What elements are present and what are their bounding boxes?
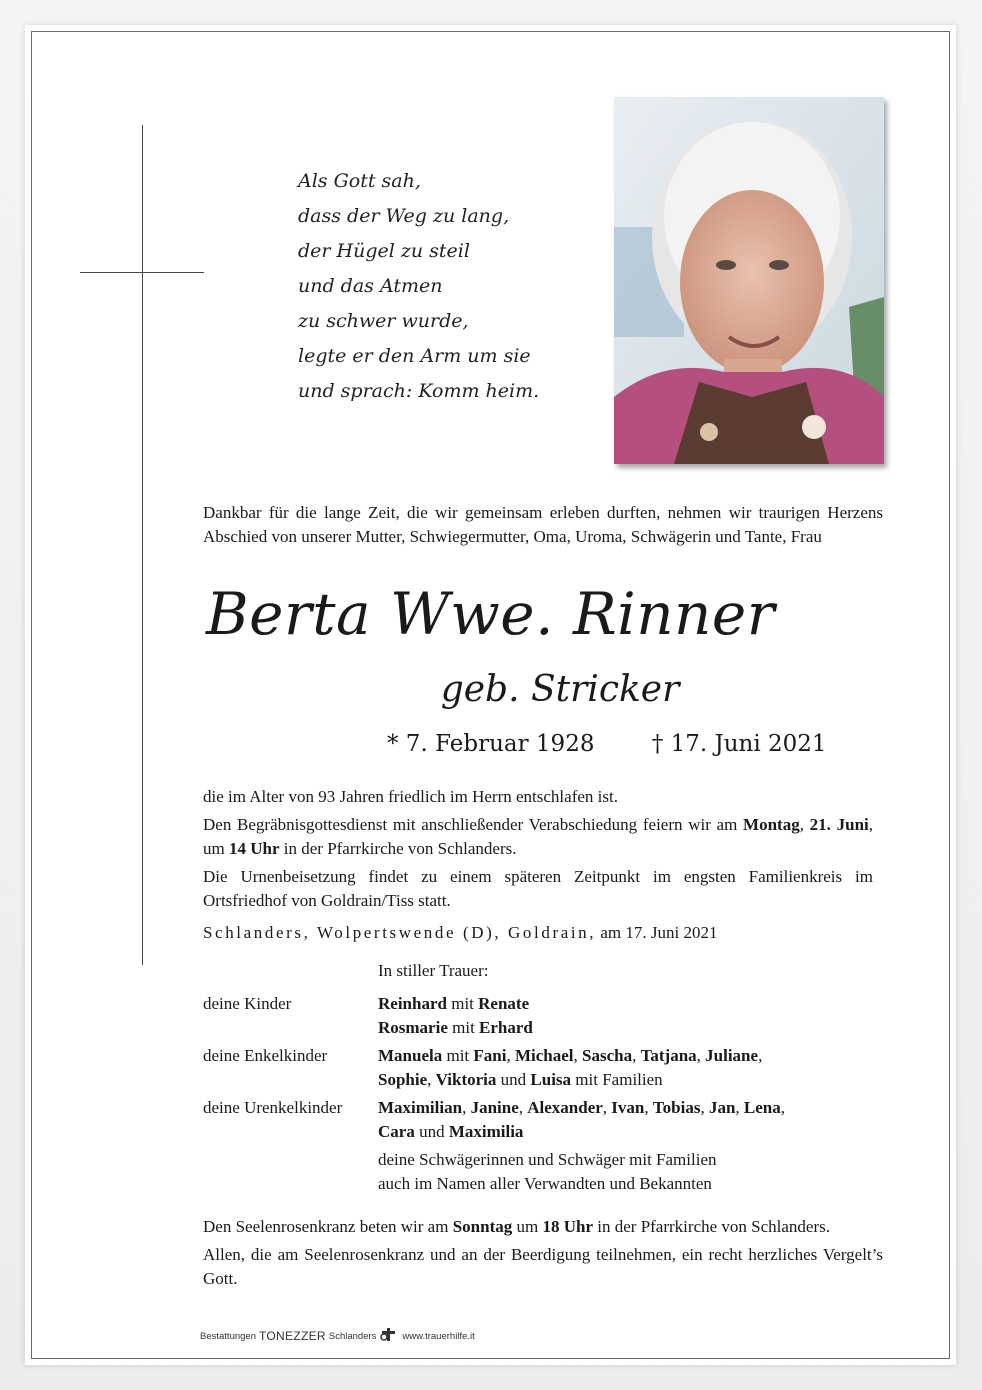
urn-paragraph: Die Urnenbeisetzung findet zu einem späteren Zeitpunkt im engsten Familienkreis im Ortsfriedhof von Goldrain/Tiss statt. bbox=[203, 867, 873, 910]
mourners-row-great-grandchildren: deine Urenkelkinder Maximilian, Janine, Alexander, Ivan, Tobias, Jan, Lena, Cara und Maximilia bbox=[203, 1096, 883, 1144]
poem-line: der Hügel zu steil bbox=[298, 240, 470, 262]
mourning-title: In stiller Trauer: bbox=[378, 961, 489, 980]
deceased-name: Berta Wwe. Rinner bbox=[206, 580, 775, 648]
rosary-paragraph: Den Seelenrosenkranz beten wir am Sonntag um 18 Uhr in der Pfarrkirche von Schlanders. bbox=[203, 1217, 830, 1236]
mourners-list bbox=[203, 992, 883, 1196]
mourners-label: deine Kinder bbox=[203, 994, 292, 1013]
announcement-body bbox=[203, 785, 873, 917]
portrait-illustration bbox=[614, 97, 884, 464]
maiden-name: geb. Stricker bbox=[440, 669, 680, 710]
memorial-poem bbox=[298, 164, 539, 409]
cross-icon-horizontal bbox=[80, 272, 204, 273]
funeral-paragraph: Den Begräbnisgottesdienst mit anschließender Verabschiedung feiern wir am Montag, 21. Juni, um 14 Uhr in der Pfarrkirche von Schlanders. bbox=[203, 815, 874, 858]
poem-line: legte er den Arm um sie bbox=[298, 345, 531, 367]
poem-line: und sprach: Komm heim. bbox=[298, 380, 540, 402]
obituary-card bbox=[25, 25, 956, 1365]
cross-hands-icon bbox=[380, 1328, 398, 1344]
funeral-home-footer bbox=[200, 1328, 475, 1344]
mourners-extra: deine Schwägerinnen und Schwäger mit Familien auch im Namen aller Verwandten und Bekannten bbox=[378, 1150, 717, 1193]
birth-date: * 7. Februar 1928 bbox=[387, 731, 595, 757]
poem-line: Als Gott sah, bbox=[298, 170, 421, 192]
footer-url[interactable]: www.trauerhilfe.it bbox=[402, 1330, 475, 1342]
age-paragraph: die im Alter von 93 Jahren friedlich im Herrn entschlafen ist. bbox=[203, 787, 618, 806]
mourners-label: deine Urenkelkinder bbox=[203, 1098, 343, 1117]
closing-text bbox=[203, 1215, 883, 1295]
thanks-paragraph: Allen, die am Seelenrosenkranz und an der Beerdigung teilnehmen, ein recht herzliches Vergelt’s Gott. bbox=[203, 1245, 883, 1288]
poem-line: dass der Weg zu lang, bbox=[298, 205, 510, 227]
life-dates bbox=[387, 731, 827, 757]
footer-prefix: Bestattungen bbox=[200, 1330, 256, 1342]
place-date: Schlanders, Wolpertswende (D), Goldrain, am 17. Juni 2021 bbox=[203, 923, 718, 942]
mourners-row-children: deine Kinder Reinhard mit Renate Rosmarie mit Erhard bbox=[203, 992, 883, 1040]
mourners-row-grandchildren: deine Enkelkinder Manuela mit Fani, Michael, Sascha, Tatjana, Juliane, Sophie, Viktoria und Luisa mit Familien bbox=[203, 1044, 883, 1092]
poem-line: und das Atmen bbox=[298, 275, 443, 297]
poem-line: zu schwer wurde, bbox=[298, 310, 469, 332]
cross-icon-vertical bbox=[142, 125, 143, 965]
footer-brand: TONEZZER bbox=[259, 1329, 326, 1343]
death-date: † 17. Juni 2021 bbox=[651, 731, 827, 757]
footer-town: Schlanders bbox=[328, 1330, 377, 1342]
portrait-photo bbox=[614, 97, 884, 464]
intro-text: Dankbar für die lange Zeit, die wir gemeinsam erleben durften, nehmen wir traurigen Herzens Abschied von unserer Mutter, Schwiegermutter, Oma, Uroma, Schwägerin und Tante, Frau bbox=[203, 503, 883, 546]
mourners-label: deine Enkelkinder bbox=[203, 1046, 328, 1065]
